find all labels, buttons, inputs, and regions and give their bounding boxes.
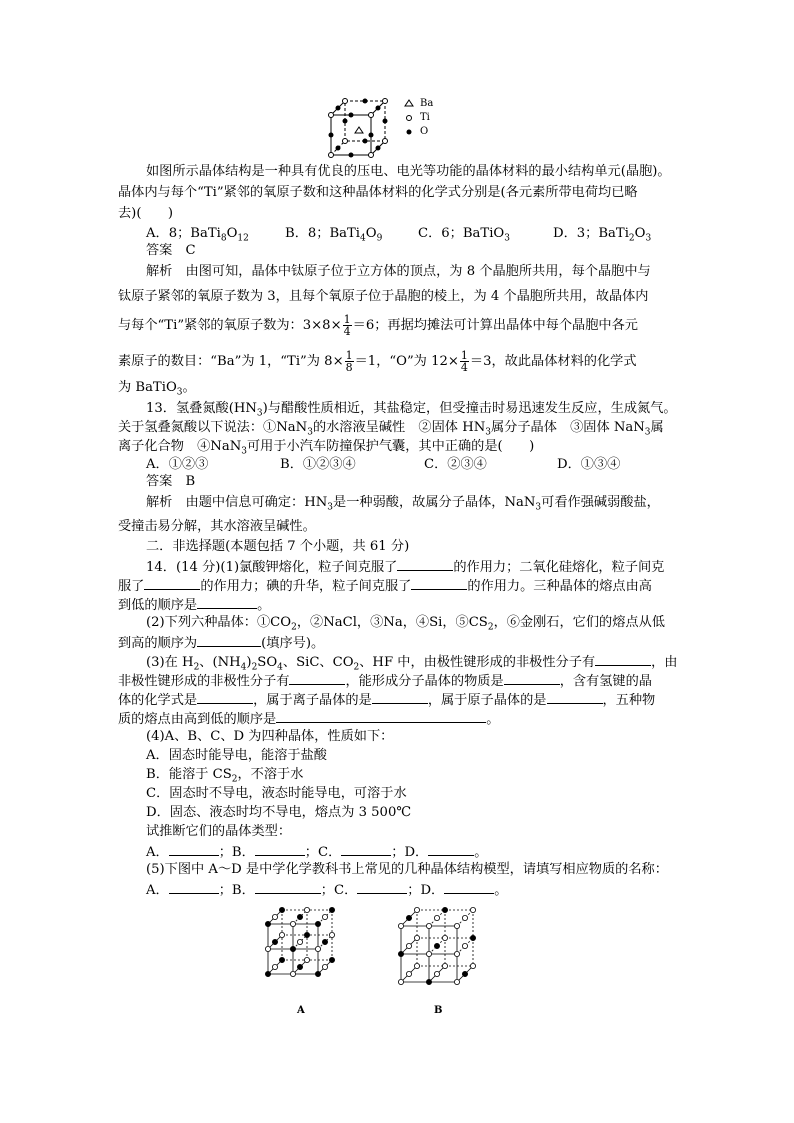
q13-stem: 13．氢叠氮酸$(HN_3)$与醋酸性质相近，其盐稳定，但受撞击时易迅速发生反应，生成氮气。 [146,401,677,419]
lattice-atom [322,964,327,969]
lattice-atom [434,943,439,948]
lattice-atom [265,946,270,951]
figure-label-a: A [297,1005,305,1016]
lattice-atom [272,939,277,944]
section-heading: 二．非选择题(本题包括 7 个小题，共 61 分) [146,539,410,554]
lattice-atom [462,943,467,948]
q14-line: D．固态、液态时均不导电，熔点为 3 500℃ [146,805,412,820]
lattice-atom [279,932,284,937]
lattice-atom [315,921,320,926]
figure-label-b: B [434,1005,443,1016]
q13-stem: 关于氢叠氮酸以下说法：①NaN$_3$的水溶液呈碱性 ②固体 $HN_3$属分子晶体 ③固体 NaN$_3$属 [118,420,664,438]
crystal-model-b-figure [395,900,480,1000]
q14-line: 到低的顺序是 。 [118,595,270,615]
lattice-atom [279,907,284,912]
lattice-atom [434,915,439,920]
lattice-atom [414,935,419,940]
crystal-model-a-figure [262,900,337,1000]
blank[interactable] [411,576,467,590]
q12-analysis: 素原子的数目：“Ba”为 1，“Ti”为 8× $\frac{1}{8}$ ＝1，“O”为 12× $\frac{1}{4}$ ＝3，故此晶体材料的化学式 [118,349,637,374]
fraction: $\frac{1}{4}$ [460,349,468,374]
blank[interactable] [357,880,407,894]
blank[interactable] [547,690,603,704]
lattice-atom [454,951,459,956]
q14-line: 14．(14 分)(1)氯酸钾熔化，粒子间克服了 的作用力；二氧化硅熔化，粒子间克 [146,557,664,577]
lattice-atom [406,915,411,920]
blank[interactable] [397,557,453,571]
ba-legend-icon [405,100,413,106]
q12-analysis: 为 BaTiO$_3$。 [118,380,196,398]
blank[interactable] [144,576,200,590]
lattice-atom [290,946,295,951]
lattice-atom [290,921,295,926]
lattice-atom [462,915,467,920]
q12-analysis: 解析 由图可知，晶体中钛原子位于立方体的顶点，为 8 个晶胞所共用，每个晶胞中与 [146,264,651,279]
q12-answer: 答案 C [146,243,196,258]
lattice-atom [315,946,320,951]
q12-option-d: D．3；$BaTi_2O_3$ [553,226,652,244]
lattice-atom [272,964,277,969]
q14-line: (3)在 $H_2$、$(NH_4)_2SO_4$、SiC、$CO_2$、HF 中，由极性键形成的非极性分子有 ，由 [146,652,677,677]
q14-line: B．能溶于 $CS_2$，不溶于水 [146,767,304,785]
lattice-atom [297,964,302,969]
lattice-atom [329,932,334,937]
fraction: $\frac{1}{8}$ [345,349,353,374]
lattice-atom [470,907,475,912]
lattice-atom [322,914,327,919]
lattice-atom [290,971,295,976]
q12-option-c: C．6；BaTiO$_3$ [418,226,510,244]
ti-legend-icon [407,116,412,121]
q14-line: 体的化学式是 ，属于离子晶体的是 ，属于原子晶体的是 ，五种物 [118,690,655,710]
blank[interactable] [169,880,219,894]
q14-line: 质的熔点由高到低的顺序是 。 [118,709,499,729]
q12-stem: 如图所示晶体结构是一种具有优良的压电、电光等功能的晶体材料的最小结构单元(晶胞)。 [146,164,671,179]
blank[interactable] [289,671,345,685]
blank[interactable] [255,880,321,894]
lattice-atom [304,907,309,912]
lattice-atom [272,914,277,919]
lattice-atom [442,963,447,968]
blank[interactable] [444,880,494,894]
blank[interactable] [428,842,474,856]
lattice-atom [434,971,439,976]
blank[interactable] [197,595,257,609]
o-legend-icon [407,130,412,135]
q13-option-c: C．②③④ [424,457,487,472]
lattice-atom [322,939,327,944]
q13-answer: 答案 B [146,474,196,489]
legend-o: O [420,126,429,137]
lattice-atom [398,979,403,984]
q14-line: (5)下图中 A～D 是中学化学教科书上常见的几种晶体结构模型，请填写相应物质的名称： [146,862,668,877]
q14-line: A． ；B． ；C． ；D． 。 [146,842,487,862]
lattice-atom [304,932,309,937]
lattice-atom [470,935,475,940]
lattice-atom [398,951,403,956]
q12-analysis: 钛原子紧邻的氧原子数为 3，且每个氧原子位于晶胞的棱上，为 4 个晶胞所共用，故晶体内 [118,289,649,304]
q12-option-b: B．8；$BaTi_4O_9$ [285,226,383,244]
q14-line: 到高的顺序为 (填序号)。 [118,633,324,653]
lattice-atom [329,957,334,962]
q14-line: A． ；B． ；C． ；D． 。 [146,880,507,900]
q14-line: C．固态时不导电，液态时能导电，可溶于水 [146,786,407,801]
lattice-atom [265,921,270,926]
blank[interactable] [372,690,428,704]
lattice-atom [304,957,309,962]
q13-analysis: 解析 由题中信息可确定：$HN_3$是一种弱酸，故属分子晶体，NaN$_3$可看作强碱弱酸盐， [146,495,660,513]
q12-stem: 去)( ) [118,206,173,221]
blank[interactable] [595,652,651,666]
lattice-atom [462,971,467,976]
lattice-atom [426,951,431,956]
lattice-atom [297,939,302,944]
blank[interactable] [504,671,560,685]
q14-line: (4)A、B、C、D 为四种晶体，性质如下： [146,729,394,744]
lattice-atom [406,971,411,976]
lattice-atom [454,979,459,984]
lattice-atom [426,979,431,984]
lattice-atom [414,907,419,912]
blank[interactable] [255,842,305,856]
q13-stem: 离子化合物 ④NaN$_3$可用于小汽车防撞保护气囊，其中正确的是( ) [118,439,535,457]
blank[interactable] [341,842,391,856]
legend-ti: Ti [420,112,430,123]
lattice-atom [442,907,447,912]
lattice-atom [406,943,411,948]
lattice-atom [454,923,459,928]
lattice-atom [315,971,320,976]
q14-line: 试推断它们的晶体类型： [146,824,292,839]
q12-analysis: 与每个“Ti”紧邻的氧原子数为：3×8× $\frac{1}{4}$ ＝6；再据均摊法可计算出晶体中每个晶胞中各元 [118,313,638,338]
q13-analysis: 受撞击易分解，其水溶液呈碱性。 [118,519,316,534]
lattice-atom [297,914,302,919]
lattice-atom [279,957,284,962]
lattice-atom [329,907,334,912]
lattice-atom [442,935,447,940]
blank[interactable] [276,709,486,723]
q13-option-a: A．①②③ [146,457,209,472]
fraction: $\frac{1}{4}$ [343,313,351,338]
q14-line: A．固态时能导电，能溶于盐酸 [146,748,327,763]
blank[interactable] [197,690,253,704]
q14-line: 服了 的作用力；碘的升华，粒子间克服了 的作用力。三种晶体的熔点由高 [118,576,652,596]
lattice-atom [426,923,431,928]
legend-ba: Ba [420,98,434,109]
blank[interactable] [197,633,261,647]
lattice-atom [398,923,403,928]
lattice-atom [265,971,270,976]
q14-line: (2)下列六种晶体：$①CO_2$，②NaCl，③Na，④Si，$⑤CS_2$，⑥金刚石，它们的熔点从低 [146,615,665,633]
q12-option-a: A．8；$BaTi_8O_{12}$ [146,226,249,244]
blank[interactable] [169,842,219,856]
q13-option-b: B．①②③④ [280,457,356,472]
lattice-atom [470,963,475,968]
q14-line: 非极性键形成的非极性分子有 ，能形成分子晶体的物质是 ，含有氢键的晶 [118,671,652,691]
q13-option-d: D．①③④ [557,457,621,472]
q12-stem: 晶体内与每个“Ti”紧邻的氧原子数和这种晶体材料的化学式分别是(各元素所带电荷均已略 [118,185,638,200]
lattice-atom [414,963,419,968]
